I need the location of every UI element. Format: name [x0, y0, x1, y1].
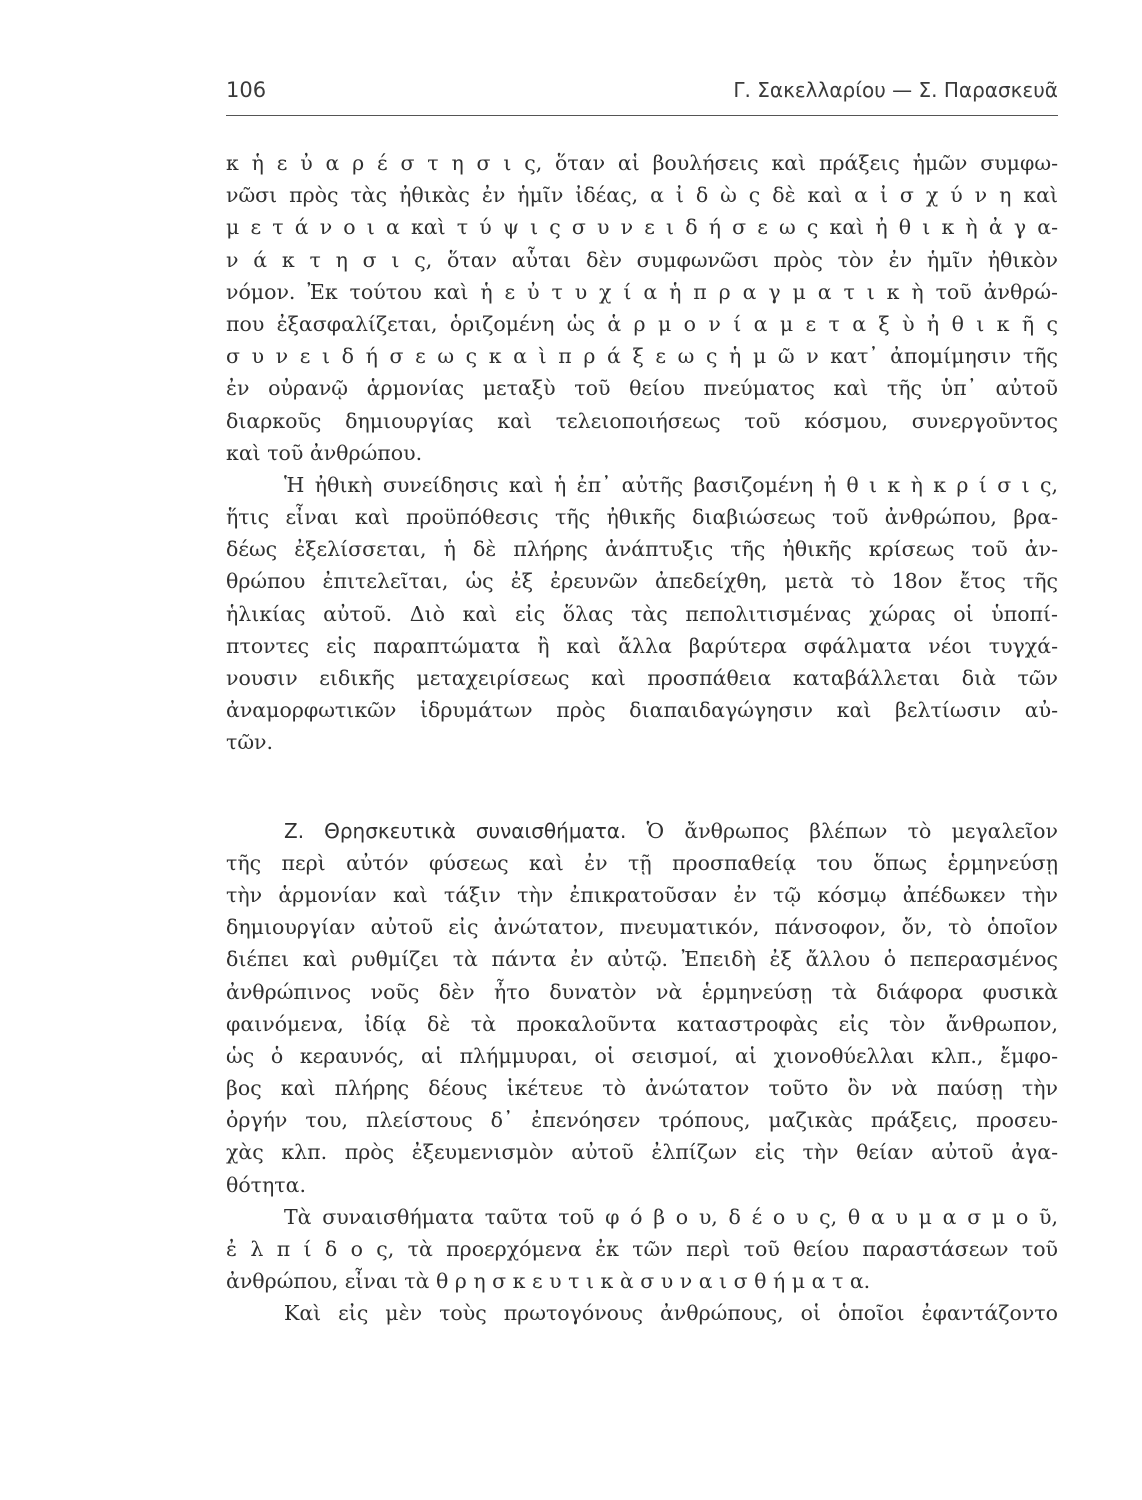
running-head: Γ. Σακελλαρίου — Σ. Παρασκευᾶ — [733, 78, 1058, 102]
page-header — [226, 78, 1058, 118]
text-line: διαρκοῦς δημιουργίας καὶ τελειοποιήσεως τοῦ κόσμου, συνεργοῦντος — [226, 408, 1058, 433]
text-line: Τὰ συναισθήματα ταῦτα τοῦ φ ό β ο υ, δ έ ο υ ς, θ α υ μ α σ μ ο ῦ, — [284, 1204, 1058, 1229]
header-rule — [226, 115, 1058, 116]
text-line: ν ά κ τ η σ ι ς, ὅταν αὗται δὲν συμφωνῶσι πρὸς τὸν ἐν ἡμῖν ἠθικὸν — [226, 247, 1058, 272]
text-line: κ ἡ ε ὐ α ρ έ σ τ η σ ι ς, ὅταν αἱ βουλήσεις καὶ πράξεις ἡμῶν συμφω- — [226, 151, 1058, 175]
text-line: καὶ τοῦ ἀνθρώπου. — [226, 440, 423, 465]
text-line: τὴν ἁρμονίαν καὶ τάξιν τὴν ἐπικρατοῦσαν ἐν τῷ κόσμῳ ἀπέδωκεν τὴν — [226, 882, 1058, 907]
section-heading: Ζ. Θρησκευτικὰ συναισθήματα. — [284, 818, 627, 843]
section-heading-line — [226, 815, 1058, 847]
text-line: δημιουργίαν αὐτοῦ εἰς ἀνώτατον, πνευματικόν, πάνσοφον, ὄν, τὸ ὁποῖον — [226, 915, 1058, 940]
text-line: ἐ λ π ί δ ο ς, τὰ προερχόμενα ἐκ τῶν περὶ τοῦ θείου παραστάσεων τοῦ — [226, 1237, 1058, 1261]
text-line: τῶν. — [226, 730, 274, 755]
text-line: που ἐξασφαλίζεται, ὁριζομένη ὡς ἁ ρ μ ο ν ί α μ ε τ α ξ ὺ ἠ θ ι κ ῆ ς — [226, 311, 1058, 336]
text-line: χὰς κλπ. πρὸς ἐξευμενισμὸν αὐτοῦ ἐλπίζων εἰς τὴν θείαν αὐτοῦ ἀγα- — [226, 1140, 1058, 1165]
text-line: βος καὶ πλήρης δέους ἱκέτευε τὸ ἀνώτατον τοῦτο ὂν νὰ παύσῃ τὴν — [226, 1076, 1058, 1101]
text-line: ἀνθρώπου, εἶναι τὰ θ ρ η σ κ ε υ τ ι κ ὰ σ υ ν α ι σ θ ή μ α τ α. — [226, 1269, 871, 1294]
text-line: ἀνθρώπινος νοῦς δὲν ἦτο δυνατὸν νὰ ἑρμηνεύσῃ τὰ διάφορα φυσικὰ — [226, 979, 1058, 1004]
text-line: μ ε τ ά ν ο ι α καὶ τ ύ ψ ι ς σ υ ν ε ι δ ή σ ε ω ς καὶ ἠ θ ι κ ὴ ἀ γ α- — [226, 215, 1058, 240]
text-line: ἥτις εἶναι καὶ προϋπόθεσις τῆς ἠθικῆς διαβιώσεως τοῦ ἀνθρώπου, βρα- — [226, 505, 1058, 530]
text-line: θότητα. — [226, 1172, 307, 1197]
text-line: ἀναμορφωτικῶν ἱδρυμάτων πρὸς διαπαιδαγώγησιν καὶ βελτίωσιν αὐ- — [226, 698, 1058, 723]
section-gap — [226, 759, 1058, 815]
text-line: Ἡ ἠθικὴ συνείδησις καὶ ἡ ἐπ᾽ αὐτῆς βασιζομένη ἠ θ ι κ ὴ κ ρ ί σ ι ς, — [284, 472, 1058, 497]
text-line: τῆς περὶ αὐτόν φύσεως καὶ ἐν τῇ προσπαθείᾳ του ὅπως ἑρμηνεύσῃ — [226, 850, 1058, 875]
text-line: ὡς ὁ κεραυνός, αἱ πλήμμυραι, οἱ σεισμοί, αἱ χιονοθύελλαι κλπ., ἔμφο- — [226, 1043, 1058, 1068]
text-line: ὀργήν του, πλείστους δ᾽ ἐπενόησεν τρόπους, μαζικὰς πράξεις, προσευ- — [226, 1108, 1058, 1133]
text-line: νόμον. Ἐκ τούτου καὶ ἡ ε ὐ τ υ χ ί α ἡ π ρ α γ μ α τ ι κ ὴ τοῦ ἀνθρώ- — [226, 279, 1058, 304]
body-text — [226, 147, 1058, 1330]
text-line: νῶσι πρὸς τὰς ἠθικὰς ἐν ἡμῖν ἰδέας, α ἰ δ ὼ ς δὲ καὶ α ἰ σ χ ύ ν η καὶ — [226, 183, 1058, 208]
page-number: 106 — [226, 78, 267, 102]
text-line: σ υ ν ε ι δ ή σ ε ω ς κ α ὶ π ρ ά ξ ε ω ς ἡ μ ῶ ν κατ᾽ ἀπομίμησιν τῆς — [226, 344, 1058, 369]
text-fragment: Ὁ ἄνθρωπος βλέπων τὸ μεγαλεῖον — [646, 818, 1058, 843]
text-line: φαινόμενα, ἰδίᾳ δὲ τὰ προκαλοῦντα καταστροφὰς εἰς τὸν ἄνθρωπον, — [226, 1011, 1058, 1036]
text-line: ἡλικίας αὐτοῦ. Διὸ καὶ εἰς ὅλας τὰς πεπολιτισμένας χώρας οἱ ὑποπί- — [226, 601, 1058, 626]
text-line: πτοντες εἰς παραπτώματα ἢ καὶ ἄλλα βαρύτερα σφάλματα νέοι τυγχά- — [226, 633, 1058, 658]
text-line: νουσιν ειδικῆς μεταχειρίσεως καὶ προσπάθεια καταβάλλεται διὰ τῶν — [226, 666, 1058, 690]
text-line: ἐν οὐρανῷ ἁρμονίας μεταξὺ τοῦ θείου πνεύματος καὶ τῆς ὑπ᾽ αὐτοῦ — [226, 376, 1058, 401]
text-line: θρώπου ἐπιτελεῖται, ὡς ἐξ ἐρευνῶν ἀπεδείχθη, μετὰ τὸ 18ον ἔτος τῆς — [226, 569, 1058, 594]
text-line: δέως ἐξελίσσεται, ἡ δὲ πλήρης ἀνάπτυξις τῆς ἠθικῆς κρίσεως τοῦ ἀν- — [226, 537, 1058, 562]
text-line: Καὶ εἰς μὲν τοὺς πρωτογόνους ἀνθρώπους, οἱ ὁποῖοι ἐφαντάζοντο — [284, 1301, 1058, 1326]
text-line: διέπει καὶ ρυθμίζει τὰ πάντα ἐν αὐτῷ. Ἐπειδὴ ἐξ ἄλλου ὁ πεπερασμένος — [226, 947, 1058, 972]
